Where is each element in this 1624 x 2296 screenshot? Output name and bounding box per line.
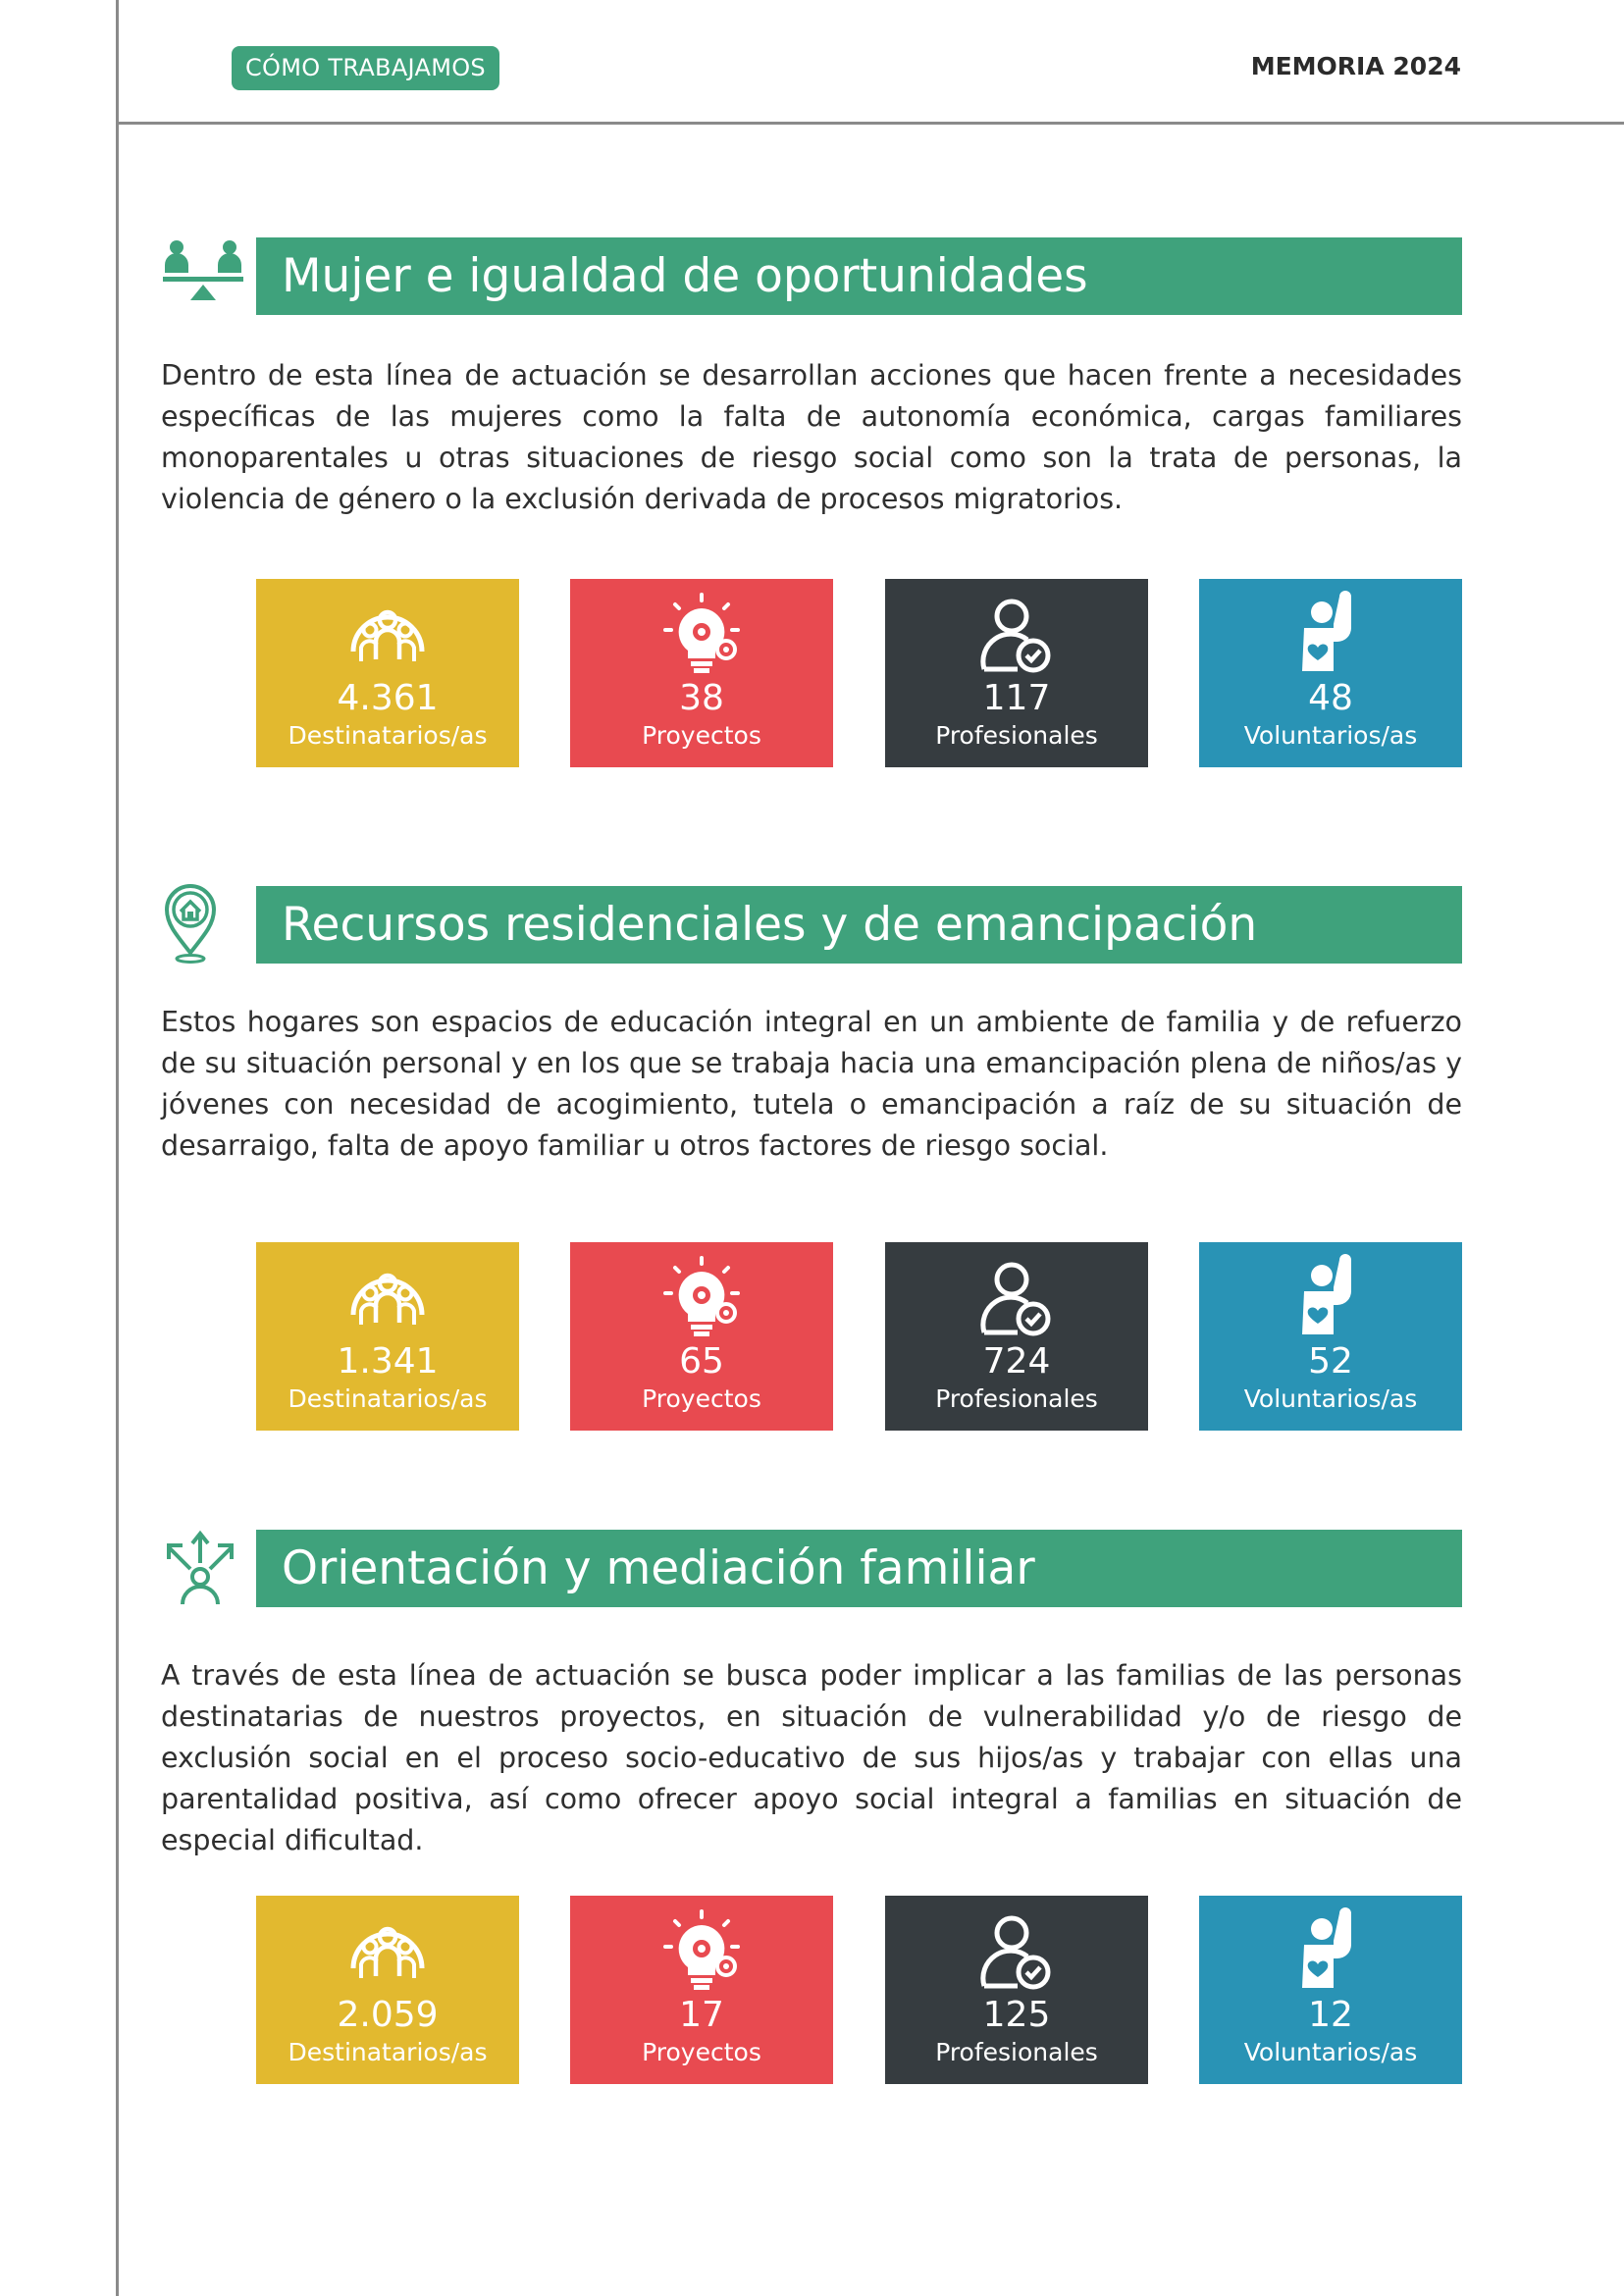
stat-value: 117 xyxy=(982,678,1051,718)
stat-voluntarios xyxy=(1199,579,1462,767)
volunteer-hand-heart-icon xyxy=(1199,1254,1462,1342)
stat-value: 1.341 xyxy=(337,1341,439,1382)
section-label-badge: CÓMO TRABAJAMOS xyxy=(232,46,499,90)
stat-label: Proyectos xyxy=(642,721,761,750)
section-description: Estos hogares son espacios de educación integral en un ambiente de familia y de refuerzo de su situación personal y en los que se trabaja hacia una emancipación plena de niños/as y jóvenes con necesidad de acogimiento, tutela o emancipación a raíz de su situación de desarraigo, falta de apoyo familiar u otros factores de riesgo social. xyxy=(161,1006,1462,1162)
stat-label: Destinatarios/as xyxy=(288,721,488,750)
volunteer-hand-heart-icon xyxy=(1199,1907,1462,1996)
stat-label: Destinatarios/as xyxy=(288,1384,488,1413)
stat-voluntarios xyxy=(1199,1896,1462,2084)
stat-label: Profesionales xyxy=(935,721,1098,750)
stat-value: 4.361 xyxy=(337,678,439,718)
user-check-icon xyxy=(885,591,1148,679)
header-rule xyxy=(116,122,1624,125)
stat-label: Voluntarios/as xyxy=(1243,2038,1418,2066)
stat-voluntarios xyxy=(1199,1242,1462,1431)
section-title: Orientación y mediación familiar xyxy=(256,1530,1462,1607)
stat-proyectos xyxy=(570,1242,833,1431)
stat-value: 724 xyxy=(982,1341,1051,1382)
stat-profesionales xyxy=(885,579,1148,767)
stat-value: 12 xyxy=(1308,1995,1353,2035)
stat-value: 65 xyxy=(679,1341,724,1382)
section-title: Recursos residenciales y de emancipación xyxy=(256,886,1462,964)
stat-destinatarios xyxy=(256,1242,519,1431)
stat-value: 52 xyxy=(1308,1341,1353,1382)
stat-label: Profesionales xyxy=(935,2038,1098,2066)
group-people-icon xyxy=(256,591,519,679)
stat-value: 48 xyxy=(1308,678,1353,718)
stat-destinatarios xyxy=(256,579,519,767)
lightbulb-gear-icon xyxy=(570,591,833,679)
user-check-icon xyxy=(885,1254,1148,1342)
stat-value: 125 xyxy=(982,1995,1051,2035)
lightbulb-gear-icon xyxy=(570,1254,833,1342)
stat-label: Profesionales xyxy=(935,1384,1098,1413)
lightbulb-gear-icon xyxy=(570,1907,833,1996)
stat-label: Destinatarios/as xyxy=(288,2038,488,2066)
section-description: A través de esta línea de actuación se busca poder implicar a las familias de las personas destinatarias de nuestros proyectos, en situación de vulnerabilidad y/o de riesgo de exclusión social en el proceso socio-educativo de sus hijos/as y trabajar con ellas una parentalidad positiva, así como ofrecer apoyo social integral a familias en situación de especial dificultad. xyxy=(161,1659,1462,1856)
stats-row xyxy=(256,1896,1462,2084)
balance-people-icon xyxy=(161,234,245,318)
report-title: MEMORIA 2024 xyxy=(1250,52,1461,80)
stats-row xyxy=(256,1242,1462,1431)
group-people-icon xyxy=(256,1254,519,1342)
stats-row xyxy=(256,579,1462,767)
stat-proyectos xyxy=(570,1896,833,2084)
section-title: Mujer e igualdad de oportunidades xyxy=(256,237,1462,315)
home-location-pin-icon xyxy=(161,880,245,965)
stat-label: Voluntarios/as xyxy=(1243,721,1418,750)
stat-proyectos xyxy=(570,579,833,767)
stat-profesionales xyxy=(885,1242,1148,1431)
stat-value: 17 xyxy=(679,1995,724,2035)
section-description: Dentro de esta línea de actuación se desarrollan acciones que hacen frente a necesidades específicas de las mujeres como la falta de autonomía económica, cargas familiares monoparentales u otras situaciones de riesgo social como son la trata de personas, la violencia de género o la exclusión derivada de procesos migratorios. xyxy=(161,359,1462,515)
stat-destinatarios xyxy=(256,1896,519,2084)
stat-value: 2.059 xyxy=(337,1995,439,2035)
stat-value: 38 xyxy=(679,678,724,718)
stat-profesionales xyxy=(885,1896,1148,2084)
user-check-icon xyxy=(885,1907,1148,1996)
group-people-icon xyxy=(256,1907,519,1996)
stat-label: Proyectos xyxy=(642,1384,761,1413)
volunteer-hand-heart-icon xyxy=(1199,591,1462,679)
stat-label: Voluntarios/as xyxy=(1243,1384,1418,1413)
stat-label: Proyectos xyxy=(642,2038,761,2066)
person-arrows-icon xyxy=(161,1526,245,1610)
left-margin-rule xyxy=(116,0,119,2296)
